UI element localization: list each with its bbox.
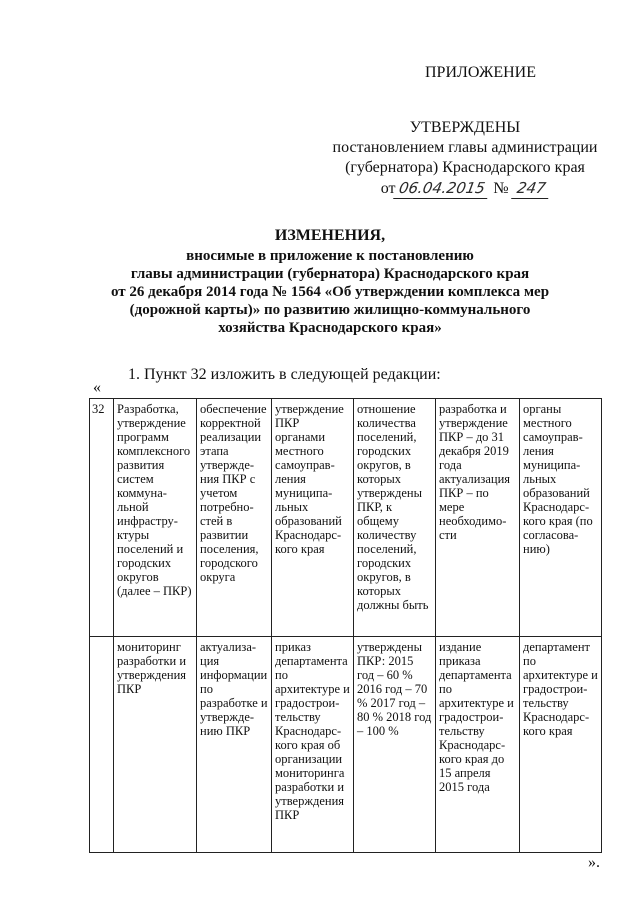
- row-number: [90, 637, 114, 853]
- title-line-4: (дорожной карты)» по развитию жилищно-коммунального: [129, 302, 531, 318]
- table-row: [90, 399, 602, 637]
- changes-table: [89, 398, 602, 853]
- table-cell-deadline: разработка и утверждение ПКР – до 31 декабря 2019 года актуализация ПКР – по мере необходимо-сти: [436, 399, 520, 637]
- approved-title: УТВЕРЖДЕНЫ: [409, 119, 521, 136]
- from-label: от: [380, 180, 396, 197]
- opening-quote: «: [93, 379, 101, 396]
- table-cell-deadline: издание приказа департамента по архитектуре и градострои-тельству Краснодарс-кого края до 15 апреля 2015 года: [436, 637, 520, 853]
- table-cell-measure: мониторинг разработки и утверждения ПКР: [114, 637, 197, 853]
- handwritten-date: 06.04.2015: [394, 178, 492, 199]
- row-number: 32: [90, 399, 114, 637]
- table-cell-result: приказ департамента по архитектуре и градострои-тельству Краснодарс-кого края об организации мониторинга разработки и утверждения ПКР: [272, 637, 354, 853]
- point-text: 1. Пункт 32 изложить в следующей редакции:: [128, 366, 441, 383]
- table-cell-measure: Разработка, утверждение программ комплексного развития систем коммуна-льной инфрастру-ктуры поселений и городских округов (далее – ПКР): [114, 399, 197, 637]
- approval-line-2: (губернатора) Краснодарского края: [345, 159, 585, 176]
- table-cell-indicator: утверждены ПКР: 2015 год – 60 % 2016 год – 70 % 2017 год – 80 % 2018 год – 100 %: [354, 637, 436, 853]
- appendix-label: ПРИЛОЖЕНИЕ: [425, 64, 537, 81]
- table-cell-responsible: органы местного самоуправ-ления муниципа-льных образований Краснодарс-кого края (по согласова-нию): [520, 399, 602, 637]
- title-main: ИЗМЕНЕНИЯ,: [274, 227, 386, 244]
- table-row: [90, 637, 602, 853]
- handwritten-number: 247: [511, 178, 551, 199]
- date-number-line: [330, 178, 600, 199]
- title-line-3: от 26 декабря 2014 года № 1564 «Об утверждении комплекса мер: [110, 284, 550, 300]
- table-cell-indicator: отношение количества поселений, городских округов, в которых утверждены ПКР, к общему количеству поселений, городских округов, в которых должны быть: [354, 399, 436, 637]
- approval-line-1: постановлением главы администрации: [332, 139, 598, 156]
- title-line-5: хозяйства Краснодарского края»: [218, 320, 442, 336]
- table-cell-goal: актуализа-ция информации по разработке и утвержде-нию ПКР: [197, 637, 272, 853]
- closing-quote: ».: [588, 854, 600, 871]
- table-cell-responsible: департамент по архитектуре и градострои-тельству Краснодарс-кого края: [520, 637, 602, 853]
- title-line-2: главы администрации (губернатора) Краснодарского края: [130, 266, 530, 282]
- approval-block: [330, 118, 600, 199]
- number-label: №: [493, 180, 509, 197]
- table-cell-goal: обеспечение корректной реализации этапа утвержде-ния ПКР с учетом потребно-стей в развитии поселения, городского округа: [197, 399, 272, 637]
- title-line-1: вносимые в приложение к постановлению: [186, 248, 474, 264]
- table-cell-result: утверждение ПКР органами местного самоуправ-ления муниципа-льных образований Краснодарс-кого края: [272, 399, 354, 637]
- document-title: [110, 227, 550, 337]
